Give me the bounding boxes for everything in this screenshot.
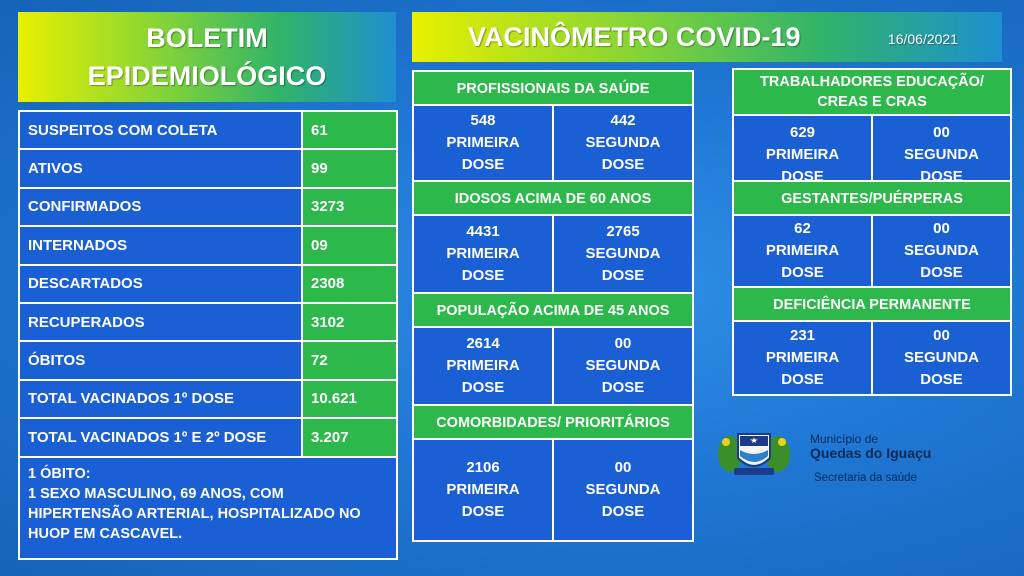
row-label: CONFIRMADOS bbox=[20, 189, 303, 225]
row-label: ATIVOS bbox=[20, 150, 303, 186]
first-dose-value: 2614 bbox=[466, 335, 500, 352]
obito-note-line: 1 SEXO MASCULINO, 69 ANOS, COM bbox=[28, 485, 284, 502]
first-label: PRIMEIRA bbox=[446, 357, 520, 374]
second-dose-cell bbox=[871, 216, 1010, 286]
first-label: PRIMEIRA bbox=[765, 242, 840, 259]
second-dose-cell bbox=[552, 440, 692, 540]
second-label: SEGUNDA bbox=[903, 242, 979, 259]
vacinometro-title: VACINÔMETRO COVID-19 bbox=[468, 21, 801, 52]
dose-label: DOSE bbox=[461, 267, 505, 284]
row-label: TOTAL VACINADOS 1º DOSE bbox=[20, 381, 303, 417]
dose-label: DOSE bbox=[601, 267, 645, 284]
dose-label: DOSE bbox=[920, 168, 963, 180]
table-row bbox=[20, 342, 396, 380]
second-dose-value: 442 bbox=[610, 112, 636, 129]
group-gestantes bbox=[732, 180, 1012, 288]
first-label: PRIMEIRA bbox=[765, 146, 840, 163]
boletim-title-line2: EPIDEMIOLÓGICO bbox=[87, 61, 327, 91]
municipality-crest-icon bbox=[714, 424, 794, 480]
table-row bbox=[20, 381, 396, 419]
row-value: 3.207 bbox=[303, 419, 396, 455]
dose-label: DOSE bbox=[781, 168, 824, 180]
second-label: SEGUNDA bbox=[585, 134, 661, 151]
group-title: DEFICIÊNCIA PERMANENTE bbox=[734, 288, 1010, 322]
table-row bbox=[20, 304, 396, 342]
second-dose-value: 2765 bbox=[606, 223, 640, 240]
group-idosos bbox=[412, 180, 694, 294]
first-dose-value: 62 bbox=[794, 220, 811, 237]
second-dose-value: 00 bbox=[933, 220, 950, 237]
boletim-table bbox=[18, 110, 398, 560]
row-label: RECUPERADOS bbox=[20, 304, 303, 340]
table-row bbox=[20, 112, 396, 150]
dose-label: DOSE bbox=[461, 379, 505, 396]
vacinometro-header bbox=[412, 12, 1002, 62]
second-dose-value: 00 bbox=[614, 335, 632, 352]
first-dose-cell bbox=[414, 106, 552, 180]
first-label: PRIMEIRA bbox=[446, 245, 520, 262]
table-row bbox=[20, 189, 396, 227]
first-label: PRIMEIRA bbox=[446, 481, 520, 498]
first-dose-cell bbox=[414, 328, 552, 404]
municipality-name: Quedas do Iguaçu bbox=[810, 445, 932, 461]
dose-label: DOSE bbox=[601, 503, 645, 520]
first-label: PRIMEIRA bbox=[765, 349, 840, 366]
boletim-title-line1: BOLETIM bbox=[146, 23, 268, 53]
first-dose-cell bbox=[414, 216, 552, 292]
second-label: SEGUNDA bbox=[585, 357, 661, 374]
group-title: GESTANTES/PUÉRPERAS bbox=[734, 182, 1010, 216]
group-title: TRABALHADORES EDUCAÇÃO/ CREAS E CRAS bbox=[734, 70, 1010, 116]
group-comorbidades bbox=[412, 404, 694, 542]
dose-label: DOSE bbox=[601, 156, 645, 173]
table-row bbox=[20, 227, 396, 265]
row-value: 2308 bbox=[303, 266, 396, 302]
first-label: PRIMEIRA bbox=[446, 134, 520, 151]
second-dose-cell bbox=[871, 322, 1010, 394]
first-dose-value: 4431 bbox=[466, 223, 500, 240]
row-value: 72 bbox=[303, 342, 396, 378]
obito-note-line: 1 ÓBITO: bbox=[28, 465, 91, 482]
dose-label: DOSE bbox=[781, 371, 824, 388]
second-dose-cell bbox=[552, 216, 692, 292]
group-profissionais bbox=[412, 70, 694, 182]
row-label: ÓBITOS bbox=[20, 342, 303, 378]
report-date: 16/06/2021 bbox=[887, 31, 958, 47]
second-dose-value: 00 bbox=[933, 327, 950, 344]
first-dose-cell bbox=[734, 322, 871, 394]
first-dose-value: 548 bbox=[470, 112, 496, 129]
group-title: IDOSOS ACIMA DE 60 ANOS bbox=[414, 182, 692, 216]
dose-label: DOSE bbox=[461, 503, 505, 520]
obito-note bbox=[20, 458, 396, 558]
row-label: SUSPEITOS COM COLETA bbox=[20, 112, 303, 148]
row-label: TOTAL VACINADOS 1º E 2º DOSE bbox=[20, 419, 303, 455]
second-dose-cell bbox=[871, 116, 1010, 180]
group-title: COMORBIDADES/ PRIORITÁRIOS bbox=[414, 406, 692, 440]
secretaria-label: Secretaria da saúde bbox=[814, 472, 917, 484]
second-dose-value: 00 bbox=[614, 459, 632, 476]
second-label: SEGUNDA bbox=[585, 481, 661, 498]
table-row bbox=[20, 150, 396, 188]
first-dose-cell bbox=[414, 440, 552, 540]
obito-note-line: HIPERTENSÃO ARTERIAL, HOSPITALIZADO NO bbox=[28, 505, 361, 522]
group-title: POPULAÇÃO ACIMA DE 45 ANOS bbox=[414, 294, 692, 328]
group-title: PROFISSIONAIS DA SAÚDE bbox=[414, 72, 692, 106]
first-dose-cell bbox=[734, 116, 871, 180]
municipality-line1: Município de bbox=[810, 432, 879, 446]
dose-label: DOSE bbox=[461, 156, 505, 173]
group-deficiencia bbox=[732, 286, 1012, 396]
row-label: DESCARTADOS bbox=[20, 266, 303, 302]
group-populacao bbox=[412, 292, 694, 406]
row-value: 10.621 bbox=[303, 381, 396, 417]
boletim-header bbox=[18, 12, 396, 102]
dose-label: DOSE bbox=[920, 371, 963, 388]
dose-label: DOSE bbox=[601, 379, 645, 396]
group-trabalhadores bbox=[732, 68, 1012, 182]
dose-label: DOSE bbox=[920, 264, 963, 281]
second-label: SEGUNDA bbox=[903, 349, 979, 366]
table-row bbox=[20, 419, 396, 457]
row-value: 09 bbox=[303, 227, 396, 263]
first-dose-cell bbox=[734, 216, 871, 286]
row-value: 61 bbox=[303, 112, 396, 148]
first-dose-value: 629 bbox=[789, 124, 816, 141]
second-label: SEGUNDA bbox=[585, 245, 661, 262]
obito-note-line: HUOP EM CASCAVEL. bbox=[28, 525, 183, 542]
second-dose-value: 00 bbox=[933, 124, 950, 141]
row-value: 3273 bbox=[303, 189, 396, 225]
dose-label: DOSE bbox=[781, 264, 824, 281]
row-value: 3102 bbox=[303, 304, 396, 340]
table-row bbox=[20, 266, 396, 304]
first-dose-value: 231 bbox=[789, 327, 816, 344]
row-label: INTERNADOS bbox=[20, 227, 303, 263]
second-label: SEGUNDA bbox=[903, 146, 979, 163]
row-value: 99 bbox=[303, 150, 396, 186]
first-dose-value: 2106 bbox=[466, 459, 500, 476]
second-dose-cell bbox=[552, 106, 692, 180]
second-dose-cell bbox=[552, 328, 692, 404]
